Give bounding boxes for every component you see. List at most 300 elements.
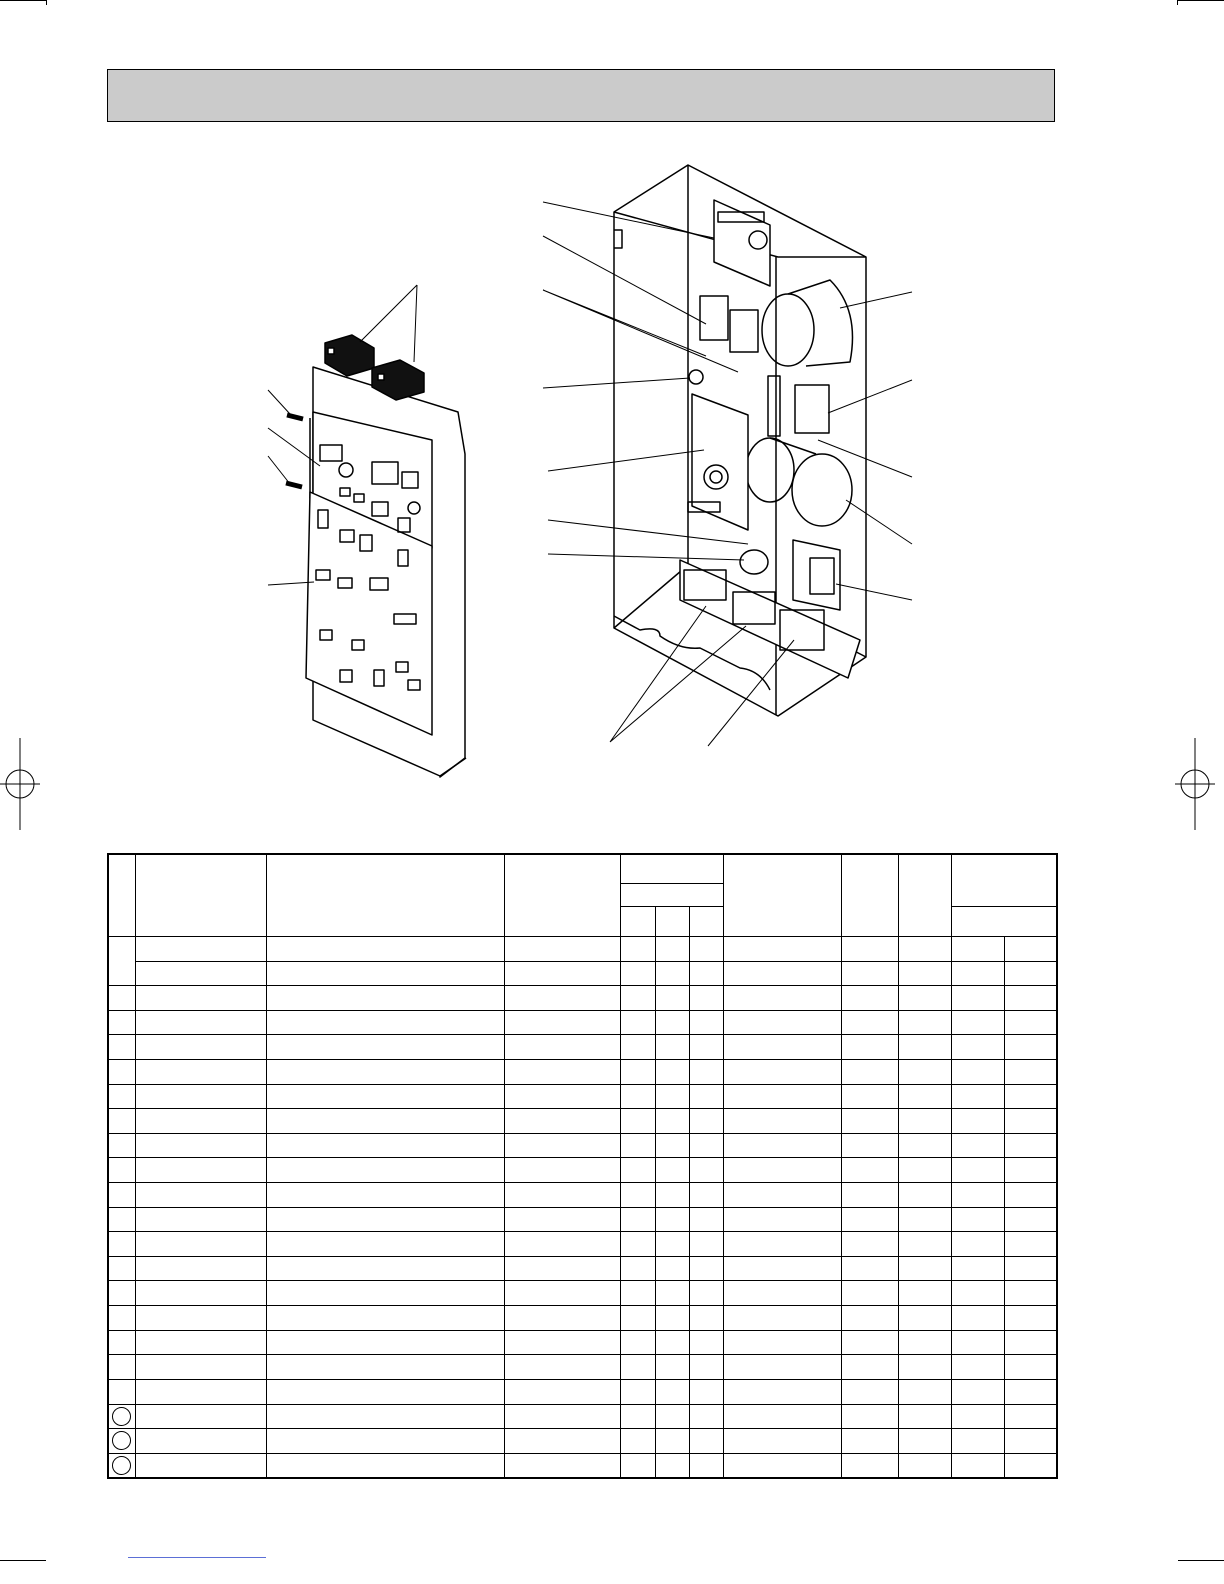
table-cell (266, 1306, 504, 1331)
table-cell (951, 961, 1004, 986)
table-cell (898, 1207, 951, 1232)
table-cell (1004, 986, 1057, 1011)
table-cell (655, 936, 689, 961)
table-cell (689, 986, 723, 1011)
row-number-cell (108, 1158, 135, 1183)
table-cell (898, 1355, 951, 1380)
table-cell (723, 1429, 841, 1454)
table-cell (620, 961, 655, 986)
table-cell (504, 1404, 620, 1429)
table-cell (620, 1256, 655, 1281)
table-cell (689, 1256, 723, 1281)
table-cell (841, 1010, 898, 1035)
table-cell (689, 1306, 723, 1331)
table-cell (898, 1059, 951, 1084)
table-cell (135, 1232, 266, 1257)
table-row (108, 1084, 1057, 1109)
table-row (108, 1010, 1057, 1035)
table-cell (504, 1355, 620, 1380)
table-cell (135, 1084, 266, 1109)
table-cell (723, 986, 841, 1011)
table-cell (951, 1330, 1004, 1355)
table-cell (655, 961, 689, 986)
header-cell-qty-subgroup (620, 883, 723, 906)
table-cell (951, 1084, 1004, 1109)
table-cell (504, 1330, 620, 1355)
table-cell (504, 1183, 620, 1208)
table-cell (620, 1133, 655, 1158)
table-cell (1004, 1207, 1057, 1232)
header-cell-remarks (723, 854, 841, 936)
table-cell (266, 1281, 504, 1306)
circled-marker (112, 1407, 131, 1426)
table-cell (689, 1133, 723, 1158)
row-number-cell (108, 1010, 135, 1035)
table-cell (841, 1429, 898, 1454)
table-cell (841, 961, 898, 986)
table-cell (723, 936, 841, 961)
table-cell (135, 1306, 266, 1331)
table-row (108, 1133, 1057, 1158)
table-cell (841, 1281, 898, 1306)
table-cell (504, 1109, 620, 1134)
table-cell (620, 986, 655, 1011)
table-cell (723, 1109, 841, 1134)
table-row (108, 1059, 1057, 1084)
table-cell (655, 1330, 689, 1355)
table-cell (655, 1133, 689, 1158)
header-cell-recommended (898, 854, 951, 936)
table-cell (655, 1158, 689, 1183)
table-row (108, 1355, 1057, 1380)
table-cell (689, 1084, 723, 1109)
table-cell (504, 961, 620, 986)
table-cell (723, 1404, 841, 1429)
row-number-cell (108, 1379, 135, 1404)
table-cell (266, 1207, 504, 1232)
table-cell (951, 1306, 1004, 1331)
table-cell (620, 936, 655, 961)
table-cell (951, 1379, 1004, 1404)
table-cell (689, 1183, 723, 1208)
table-cell (655, 1207, 689, 1232)
table-cell (135, 1133, 266, 1158)
table-cell (655, 1183, 689, 1208)
table-cell (951, 936, 1004, 961)
table-cell (504, 1453, 620, 1478)
table-cell (723, 1453, 841, 1478)
row-number-cell (108, 1109, 135, 1134)
table-cell (841, 1453, 898, 1478)
table-cell (689, 1207, 723, 1232)
header-cell-qty-group (620, 854, 723, 883)
table-row (108, 1379, 1057, 1404)
crop-mark-bottom-left (0, 1560, 46, 1561)
table-row (108, 1109, 1057, 1134)
table-cell (620, 1379, 655, 1404)
row-number-cell (108, 1183, 135, 1208)
circled-marker (112, 1456, 131, 1475)
header-cell-price-group (951, 854, 1057, 906)
table-cell (266, 1183, 504, 1208)
row-number-cell (108, 1232, 135, 1257)
table-cell (1004, 1429, 1057, 1454)
table-cell (135, 1453, 266, 1478)
table-row (108, 1330, 1057, 1355)
table-cell (620, 1355, 655, 1380)
header-cell-qty-2 (655, 906, 689, 936)
table-cell (504, 986, 620, 1011)
table-row (108, 1183, 1057, 1208)
table-cell (504, 1281, 620, 1306)
table-cell (841, 1084, 898, 1109)
table-cell (689, 1281, 723, 1306)
table-cell (135, 1158, 266, 1183)
table-cell (898, 1453, 951, 1478)
table-cell (898, 1232, 951, 1257)
table-cell (689, 1035, 723, 1060)
header-cell-part-name (266, 854, 504, 936)
table-cell (723, 1183, 841, 1208)
table-cell (655, 1232, 689, 1257)
table-cell (841, 986, 898, 1011)
table-row (108, 1404, 1057, 1429)
table-cell (898, 1035, 951, 1060)
table-cell (1004, 1404, 1057, 1429)
table-header-row-1 (108, 854, 1057, 883)
table-cell (898, 1330, 951, 1355)
table-cell (504, 1256, 620, 1281)
table-cell (655, 1379, 689, 1404)
table-cell (723, 1035, 841, 1060)
table-cell (135, 1207, 266, 1232)
table-cell (841, 1059, 898, 1084)
table-cell (841, 1404, 898, 1429)
table-cell (620, 1429, 655, 1454)
header-cell-no (108, 854, 135, 936)
table-cell (655, 1059, 689, 1084)
table-cell (135, 1035, 266, 1060)
row-number-cell (108, 1059, 135, 1084)
table-cell (266, 986, 504, 1011)
header-cell-symbol (135, 854, 266, 936)
table-cell (841, 1183, 898, 1208)
table-cell (620, 1232, 655, 1257)
table-cell (841, 1256, 898, 1281)
table-cell (951, 1404, 1004, 1429)
table-cell (951, 1355, 1004, 1380)
table-cell (655, 1010, 689, 1035)
table-cell (135, 1330, 266, 1355)
table-row (108, 1453, 1057, 1478)
table-cell (135, 1379, 266, 1404)
crop-mark-top-left-v (46, 0, 47, 5)
table-row (108, 986, 1057, 1011)
table-row (108, 1256, 1057, 1281)
table-cell (723, 1379, 841, 1404)
table-cell (655, 1429, 689, 1454)
table-cell (266, 1404, 504, 1429)
table-cell (723, 961, 841, 986)
table-cell (898, 1133, 951, 1158)
table-cell (655, 1256, 689, 1281)
table-cell (266, 1355, 504, 1380)
table-cell (1004, 1330, 1057, 1355)
table-cell (898, 1084, 951, 1109)
row-number-cell (108, 1133, 135, 1158)
table-cell (266, 1158, 504, 1183)
table-cell (266, 1084, 504, 1109)
table-cell (135, 936, 266, 961)
table-cell (620, 1281, 655, 1306)
table-cell (723, 1207, 841, 1232)
row-number-cell (108, 1281, 135, 1306)
table-cell (1004, 1379, 1057, 1404)
table-cell (266, 961, 504, 986)
table-cell (504, 1010, 620, 1035)
table-cell (620, 1059, 655, 1084)
row-number-cell (108, 1207, 135, 1232)
table-cell (723, 1355, 841, 1380)
table-cell (504, 1429, 620, 1454)
table-cell (1004, 1306, 1057, 1331)
table-cell (951, 1133, 1004, 1158)
table-cell (898, 1183, 951, 1208)
table-cell (841, 1232, 898, 1257)
table-cell (1004, 1109, 1057, 1134)
table-cell (504, 1379, 620, 1404)
table-cell (655, 1306, 689, 1331)
table-cell (266, 1429, 504, 1454)
crop-mark-top-right-v (1177, 0, 1178, 5)
table-row (108, 1158, 1057, 1183)
table-cell (135, 961, 266, 986)
row-number-cell (108, 1330, 135, 1355)
table-row (108, 1207, 1057, 1232)
table-cell (504, 1232, 620, 1257)
table-cell (504, 1059, 620, 1084)
table-cell (841, 1035, 898, 1060)
table-cell (689, 1010, 723, 1035)
table-cell (135, 1059, 266, 1084)
row-number-cell (108, 1306, 135, 1331)
header-cell-qty-3 (689, 906, 723, 936)
table-cell (135, 1010, 266, 1035)
table-cell (898, 1158, 951, 1183)
table-row (108, 936, 1057, 961)
table-cell (723, 1330, 841, 1355)
row-number-cell (108, 1256, 135, 1281)
table-cell (620, 1035, 655, 1060)
table-body (108, 936, 1057, 1478)
table-cell (504, 1084, 620, 1109)
table-cell (1004, 1133, 1057, 1158)
circled-marker (112, 1431, 131, 1450)
table-cell (504, 936, 620, 961)
table-cell (689, 1158, 723, 1183)
table-cell (620, 1010, 655, 1035)
table-cell (266, 1133, 504, 1158)
table-cell (689, 1330, 723, 1355)
parts-table (107, 853, 1058, 1479)
table-cell (898, 1281, 951, 1306)
table-cell (689, 1109, 723, 1134)
table-cell (266, 1256, 504, 1281)
table-cell (723, 1306, 841, 1331)
header-cell-wiring (841, 854, 898, 936)
table-cell (620, 1109, 655, 1134)
table-cell (1004, 1355, 1057, 1380)
table-cell (504, 1207, 620, 1232)
table-cell (1004, 961, 1057, 986)
table-cell (1004, 1084, 1057, 1109)
table-cell (689, 961, 723, 986)
table-cell (723, 1232, 841, 1257)
table-cell (723, 1059, 841, 1084)
table-cell (898, 1010, 951, 1035)
table-cell (266, 936, 504, 961)
table-cell (841, 1133, 898, 1158)
table-cell (620, 1084, 655, 1109)
table-cell (504, 1306, 620, 1331)
table-cell (951, 1281, 1004, 1306)
table-cell (266, 1010, 504, 1035)
table-row (108, 1232, 1057, 1257)
table-cell (723, 1158, 841, 1183)
table-cell (898, 1306, 951, 1331)
table-cell (620, 1207, 655, 1232)
row-number-cell (108, 1429, 135, 1454)
table-cell (655, 1109, 689, 1134)
table-cell (135, 1109, 266, 1134)
row-number-cell (108, 936, 135, 985)
table-cell (898, 1404, 951, 1429)
table-cell (1004, 1232, 1057, 1257)
table-cell (1004, 1158, 1057, 1183)
table-cell (689, 1429, 723, 1454)
table-cell (841, 1355, 898, 1380)
table-cell (655, 1035, 689, 1060)
row-number-cell (108, 1355, 135, 1380)
table-cell (504, 1133, 620, 1158)
table-cell (655, 1355, 689, 1380)
table-cell (951, 1429, 1004, 1454)
table-cell (620, 1404, 655, 1429)
table-cell (689, 1404, 723, 1429)
table-cell (951, 1232, 1004, 1257)
table-cell (841, 936, 898, 961)
table-cell (135, 986, 266, 1011)
table-cell (1004, 1059, 1057, 1084)
table-cell (841, 1207, 898, 1232)
table-cell (655, 1404, 689, 1429)
table-cell (135, 1429, 266, 1454)
table-cell (841, 1330, 898, 1355)
table-cell (620, 1330, 655, 1355)
table-cell (951, 1256, 1004, 1281)
table-cell (1004, 1035, 1057, 1060)
table-cell (504, 1158, 620, 1183)
table-cell (689, 1355, 723, 1380)
table-cell (135, 1355, 266, 1380)
table-cell (504, 1035, 620, 1060)
table-cell (1004, 936, 1057, 961)
table-cell (135, 1256, 266, 1281)
table-cell (898, 986, 951, 1011)
table-cell (135, 1281, 266, 1306)
row-number-cell (108, 1453, 135, 1478)
table-cell (951, 1010, 1004, 1035)
table-cell (1004, 1256, 1057, 1281)
table-cell (135, 1404, 266, 1429)
table-cell (841, 1158, 898, 1183)
table-cell (898, 936, 951, 961)
table-cell (266, 1379, 504, 1404)
table-cell (723, 1010, 841, 1035)
table-cell (655, 1281, 689, 1306)
table-cell (266, 1059, 504, 1084)
table-row (108, 1306, 1057, 1331)
table-cell (898, 1429, 951, 1454)
table-cell (723, 1084, 841, 1109)
table-cell (898, 1256, 951, 1281)
row-number-cell (108, 1084, 135, 1109)
table-cell (898, 1109, 951, 1134)
table-cell (841, 1306, 898, 1331)
table-row (108, 1281, 1057, 1306)
table-cell (620, 1306, 655, 1331)
table-cell (951, 1109, 1004, 1134)
table-cell (1004, 1281, 1057, 1306)
table-cell (951, 1059, 1004, 1084)
table-cell (266, 1232, 504, 1257)
row-number-cell (108, 1404, 135, 1429)
table-cell (266, 1330, 504, 1355)
table-cell (266, 1453, 504, 1478)
table-cell (1004, 1453, 1057, 1478)
table-cell (898, 1379, 951, 1404)
table-cell (723, 1133, 841, 1158)
footer-link-underline (128, 1557, 266, 1558)
table-cell (620, 1453, 655, 1478)
table-cell (689, 936, 723, 961)
table-cell (135, 1183, 266, 1208)
table-row (108, 1429, 1057, 1454)
table-cell (620, 1183, 655, 1208)
table-cell (689, 1379, 723, 1404)
table-cell (898, 961, 951, 986)
table-row (108, 961, 1057, 986)
table-cell (620, 1158, 655, 1183)
table-cell (951, 986, 1004, 1011)
table-cell (951, 1453, 1004, 1478)
table-cell (951, 1207, 1004, 1232)
table-cell (689, 1453, 723, 1478)
table-cell (723, 1256, 841, 1281)
parts-illustration (0, 130, 1224, 830)
table-cell (1004, 1010, 1057, 1035)
table-cell (951, 1158, 1004, 1183)
crop-mark-top-right (1178, 0, 1224, 1)
crop-mark-bottom-right (1178, 1560, 1224, 1561)
table-cell (689, 1059, 723, 1084)
table-row (108, 1035, 1057, 1060)
table-cell (655, 986, 689, 1011)
table-cell (655, 1453, 689, 1478)
crop-mark-top-left (0, 0, 46, 1)
table-cell (1004, 1183, 1057, 1208)
table-cell (951, 1183, 1004, 1208)
